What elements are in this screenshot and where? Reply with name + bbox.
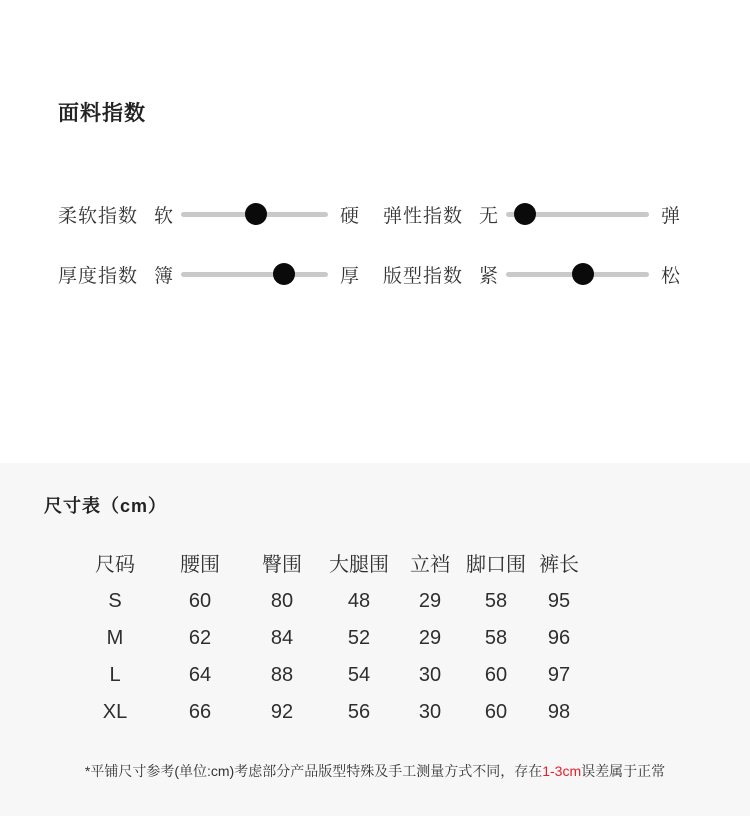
slider-max-label: 松 [660, 265, 680, 287]
footnote-text: *平铺尺寸参考(单位:cm)考虑部分产品版型特殊及手工测量方式不同，存在 [84, 763, 543, 779]
table-row [72, 657, 750, 694]
slider-track [181, 212, 328, 217]
table-cell: 60 [484, 664, 508, 686]
slider-thumb[interactable] [572, 263, 594, 285]
slider-name-label: 弹性指数 [383, 205, 464, 227]
table-cell: 30 [418, 664, 442, 686]
table-cell: 88 [270, 664, 294, 686]
table-cell: 96 [547, 627, 571, 649]
table-cell: 97 [547, 664, 571, 686]
size-chart-section [0, 463, 750, 816]
table-row [72, 583, 750, 620]
column-header: 腰围 [180, 553, 220, 576]
table-cell: 98 [547, 701, 571, 723]
column-header: 大腿围 [329, 553, 389, 576]
table-cell: 29 [418, 627, 442, 649]
slider-min-label: 软 [154, 205, 174, 227]
slider-row-thickness [58, 244, 359, 304]
table-cell: 64 [188, 664, 212, 686]
size-table-header [72, 543, 750, 581]
table-row [72, 694, 750, 731]
slider-max-label: 厚 [339, 265, 359, 287]
slider-track [181, 272, 328, 277]
slider-row-elasticity [383, 184, 680, 244]
column-header: 臀围 [262, 553, 302, 576]
slider-max-label: 硬 [339, 205, 359, 227]
table-cell: 62 [188, 627, 212, 649]
table-cell: 54 [347, 664, 371, 686]
table-cell: 66 [188, 701, 212, 723]
table-cell: 58 [484, 590, 508, 612]
column-header: 尺码 [95, 553, 135, 576]
fabric-slider-grid [0, 184, 750, 304]
slider-min-label: 紧 [479, 265, 499, 287]
fabric-section-title: 面料指数 [58, 102, 146, 125]
table-cell: 84 [270, 627, 294, 649]
table-cell: 95 [547, 590, 571, 612]
slider-max-label: 弹 [660, 205, 680, 227]
column-header: 立裆 [410, 553, 450, 576]
table-cell: M [106, 627, 124, 649]
table-cell: 80 [270, 590, 294, 612]
column-header: 脚口围 [466, 553, 526, 576]
size-chart-title: 尺寸表（cm） [44, 496, 168, 516]
slider-track [506, 272, 649, 277]
footnote-highlight: 1-3cm [542, 763, 582, 779]
size-table-body [72, 583, 750, 731]
table-cell: 92 [270, 701, 294, 723]
slider-track [506, 212, 649, 217]
slider-min-label: 无 [479, 205, 499, 227]
slider-name-label: 版型指数 [383, 265, 464, 287]
table-cell: S [108, 590, 122, 612]
slider-name-label: 厚度指数 [58, 265, 139, 287]
slider-thumb[interactable] [245, 203, 267, 225]
table-cell: XL [102, 701, 128, 723]
table-cell: 60 [188, 590, 212, 612]
table-row [72, 620, 750, 657]
table-cell: 52 [347, 627, 371, 649]
table-cell: 60 [484, 701, 508, 723]
table-cell: 29 [418, 590, 442, 612]
table-cell: 30 [418, 701, 442, 723]
table-cell: L [109, 664, 121, 686]
size-footnote [0, 761, 750, 781]
footnote-text: 误差属于正常 [581, 763, 666, 779]
size-table [0, 543, 750, 731]
slider-min-label: 簿 [154, 265, 174, 287]
slider-row-fit [383, 244, 680, 304]
slider-name-label: 柔软指数 [58, 205, 139, 227]
slider-row-softness [58, 184, 359, 244]
table-cell: 56 [347, 701, 371, 723]
slider-thumb[interactable] [273, 263, 295, 285]
column-header: 裤长 [539, 553, 579, 576]
table-cell: 58 [484, 627, 508, 649]
table-cell: 48 [347, 590, 371, 612]
slider-thumb[interactable] [514, 203, 536, 225]
